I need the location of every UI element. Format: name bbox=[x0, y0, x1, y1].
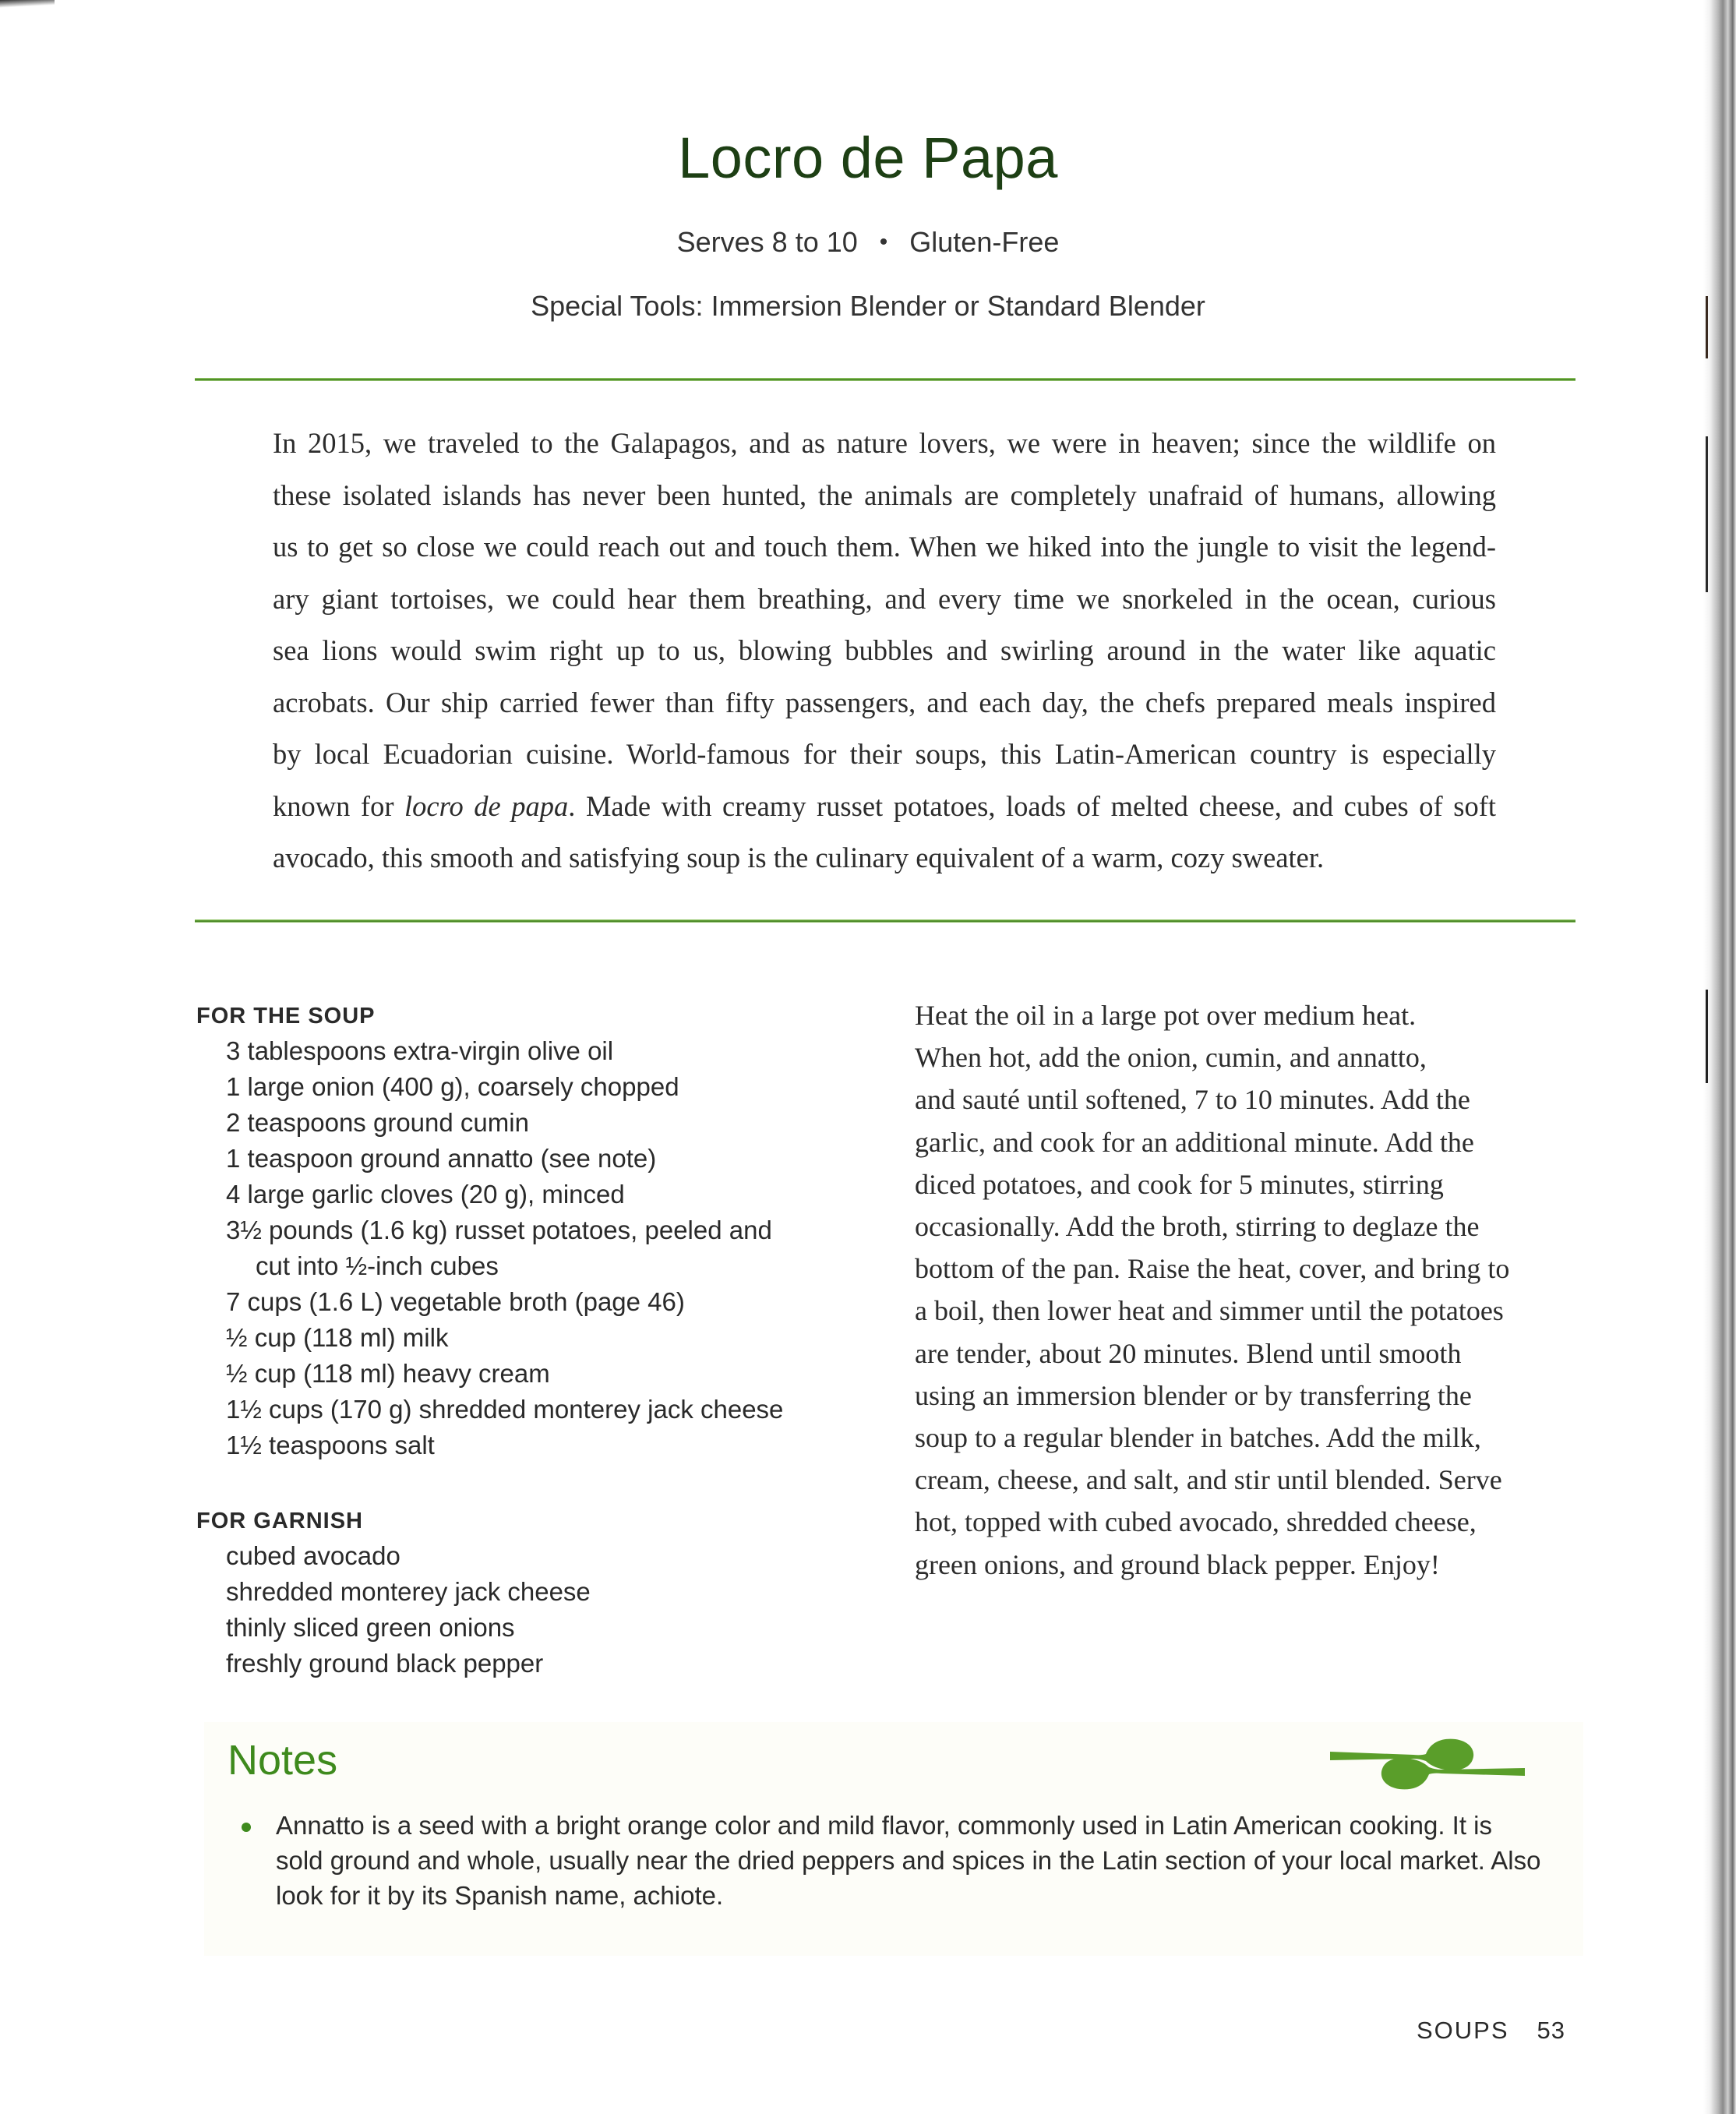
notes-list bbox=[228, 1808, 1544, 1913]
garnish-item: thinly sliced green onions bbox=[226, 1613, 515, 1642]
intro-line: by local Ecuadorian cuisine. World-famous for their soups, this Latin-American country is especially bbox=[273, 738, 1496, 770]
intro-text: . Made with creamy russet potatoes, loads of melted cheese, and cubes of soft bbox=[568, 789, 1496, 822]
notes-box bbox=[204, 1722, 1583, 1956]
ingredient-item: ½ cup (118 ml) heavy cream bbox=[226, 1359, 550, 1388]
directions-line: bottom of the pan. Raise the heat, cover, and bring to bbox=[915, 1253, 1510, 1285]
intro-line: us to get so close we could reach out and touch them. When we hiked into the jungle to visit the legend- bbox=[273, 531, 1496, 563]
ingredient-item: 3½ pounds (1.6 kg) russet potatoes, peeled and bbox=[226, 1216, 772, 1244]
ingredients-list bbox=[196, 999, 866, 1682]
directions-line: hot, topped with cubed avocado, shredded cheese, bbox=[915, 1506, 1477, 1538]
page-number: 53 bbox=[1537, 2017, 1566, 2044]
directions-line: soup to a regular blender in batches. Add the milk, bbox=[915, 1422, 1481, 1454]
spine-mark bbox=[1706, 436, 1708, 592]
ingredient-item: 1 teaspoon ground annatto (see note) bbox=[226, 1144, 657, 1173]
divider-bottom bbox=[195, 919, 1575, 923]
special-tools: Special Tools: Immersion Blender or Standard Blender bbox=[531, 290, 1205, 322]
separator-bullet: • bbox=[879, 229, 888, 255]
section-gap bbox=[196, 1463, 866, 1504]
note-text: Annatto is a seed with a bright orange color and mild flavor, commonly used in Latin American cooking. It is sold ground and whole, usually near the dried peppers and spices in the Latin section of your local market. Also look for it by its Spanish name, achiote. bbox=[276, 1811, 1541, 1910]
directions-paragraph bbox=[915, 994, 1577, 1586]
ingredient-item: 1½ teaspoons salt bbox=[226, 1431, 435, 1459]
spine-mark bbox=[1706, 990, 1708, 1083]
directions-line: using an immersion blender or by transferring the bbox=[915, 1379, 1472, 1411]
intro-line: these isolated islands has never been hunted, the animals are completely unafraid of humans, allowing bbox=[273, 478, 1496, 511]
garnish-item: freshly ground black pepper bbox=[226, 1649, 544, 1678]
ingredient-item: 3 tablespoons extra-virgin olive oil bbox=[226, 1036, 614, 1065]
ingredient-item-continuation: cut into ½-inch cubes bbox=[256, 1251, 499, 1280]
ingredient-item: ½ cup (118 ml) milk bbox=[226, 1323, 449, 1352]
note-item bbox=[228, 1808, 1544, 1913]
intro-line: sea lions would swim right up to us, blowing bubbles and swirling around in the water like aquatic bbox=[273, 634, 1496, 666]
ingredient-item: 1½ cups (170 g) shredded monterey jack cheese bbox=[226, 1395, 784, 1424]
diet-tag: Gluten-Free bbox=[909, 226, 1060, 258]
servings: Serves 8 to 10 bbox=[676, 226, 858, 258]
ingredients-heading-soup: FOR THE SOUP bbox=[196, 1004, 376, 1029]
ingredient-item: 1 large onion (400 g), coarsely chopped bbox=[226, 1072, 679, 1101]
ingredients-heading-garnish: FOR GARNISH bbox=[196, 1509, 363, 1533]
intro-line: acrobats. Our ship carried fewer than fifty passengers, and each day, the chefs prepared meals inspired bbox=[273, 686, 1496, 718]
directions-line: and sauté until softened, 7 to 10 minutes. Add the bbox=[915, 1084, 1470, 1116]
intro-line: In 2015, we traveled to the Galapagos, and as nature lovers, we were in heaven; since the wildlife on bbox=[273, 427, 1496, 459]
ingredient-item: 2 teaspoons ground cumin bbox=[226, 1108, 529, 1137]
spoons-icon bbox=[1326, 1735, 1529, 1797]
ingredient-item: 7 cups (1.6 L) vegetable broth (page 46) bbox=[226, 1287, 685, 1316]
directions-line: diced potatoes, and cook for 5 minutes, stirring bbox=[915, 1168, 1444, 1200]
notes-title: Notes bbox=[228, 1737, 338, 1784]
scan-edge-shadow bbox=[0, 0, 55, 8]
intro-paragraph bbox=[273, 418, 1496, 884]
directions-line: occasionally. Add the broth, stirring to deglaze the bbox=[915, 1211, 1480, 1243]
directions-line: When hot, add the onion, cumin, and annatto, bbox=[915, 1042, 1427, 1074]
directions-line: green onions, and ground black pepper. Enjoy! bbox=[915, 1548, 1440, 1580]
directions-line: are tender, about 20 minutes. Blend until smooth bbox=[915, 1337, 1462, 1369]
directions-line: a boil, then lower heat and simmer until the potatoes bbox=[915, 1295, 1504, 1327]
intro-line bbox=[273, 781, 1496, 833]
directions-line: Heat the oil in a large pot over medium heat. bbox=[915, 1000, 1417, 1031]
garnish-item: cubed avocado bbox=[226, 1541, 400, 1570]
directions-line: cream, cheese, and salt, and stir until blended. Serve bbox=[915, 1464, 1502, 1496]
recipe-title: Locro de Papa bbox=[678, 125, 1058, 190]
intro-line: ary giant tortoises, we could hear them breathing, and every time we snorkeled in the ocean, curious bbox=[273, 582, 1496, 615]
bullet-dot-icon bbox=[242, 1823, 251, 1832]
divider-top bbox=[195, 378, 1575, 381]
recipe-meta bbox=[0, 226, 1736, 259]
intro-italic-dish-name: locro de papa bbox=[404, 789, 569, 822]
section-name: SOUPS bbox=[1417, 2017, 1509, 2044]
directions-line: garlic, and cook for an additional minute. Add the bbox=[915, 1126, 1474, 1158]
intro-line: avocado, this smooth and satisfying soup is the culinary equivalent of a warm, cozy sweater. bbox=[273, 842, 1325, 873]
ingredient-item: 4 large garlic cloves (20 g), minced bbox=[226, 1180, 625, 1209]
page-footer bbox=[1417, 2017, 1565, 2045]
intro-text: known for bbox=[273, 789, 405, 822]
garnish-item: shredded monterey jack cheese bbox=[226, 1577, 591, 1606]
